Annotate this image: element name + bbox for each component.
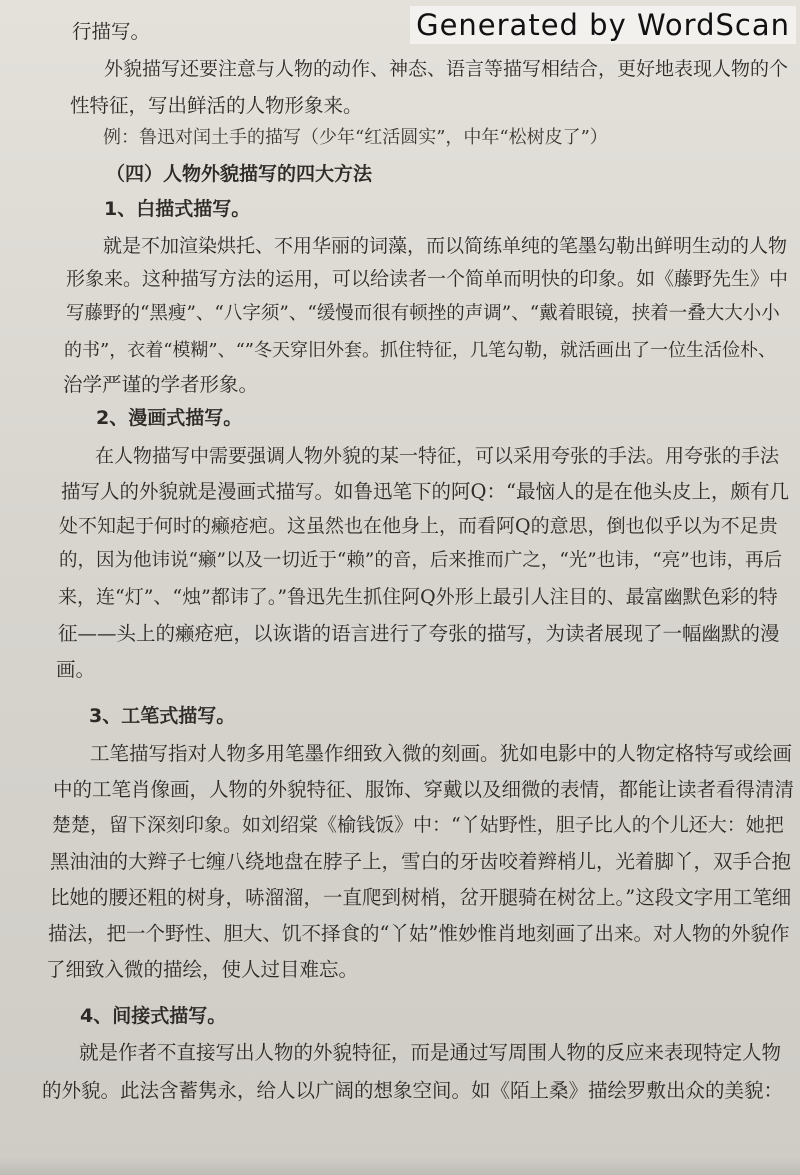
- text-line: 工笔描写指对人物多用笔墨作细致入微的刻画。犹如电影中的人物定格特写或绘画: [90, 742, 793, 765]
- subsection-heading: 4、间接式描写。: [80, 1005, 227, 1027]
- text-line: 在人物描写中需要强调人物外貌的某一特征，可以采用夸张的手法。用夸张的手法: [95, 445, 780, 467]
- text-line: 行描写。: [72, 20, 151, 43]
- text-line: 处不知起于何时的癞疮疤。这虽然也在他身上，而看阿Q的意思，倒也似乎以为不足贵: [59, 515, 778, 537]
- text-line: 性特征，写出鲜活的人物形象来。: [70, 94, 363, 117]
- text-line: 画。: [56, 658, 96, 681]
- page-bottom-shadow: [0, 1157, 800, 1175]
- text-line: 形象来。这种描写方法的运用，可以给读者一个简单而明快的印象。如《藤野先生》中: [66, 268, 789, 290]
- subsection-heading: 3、工笔式描写。: [89, 705, 236, 727]
- text-line: 的外貌。此法含蓄隽永，给人以广阔的想象空间。如《陌上桑》描绘罗敷出众的美貌：: [42, 1079, 784, 1102]
- text-line: 楚楚，留下深刻印象。如刘绍棠《榆钱饭》中：“丫姑野性，胆子比人的个儿还大：她把: [52, 814, 784, 836]
- text-line: 治学严谨的学者形象。: [63, 373, 259, 396]
- text-line: 来，连“灯”、“烛”都讳了。”鲁迅先生抓住阿Q外形上最引人注目的、最富幽默色彩的特: [58, 586, 778, 608]
- text-line: 征——头上的癞疮疤，以诙谐的语言进行了夸张的描写，为读者展现了一幅幽默的漫: [58, 622, 780, 645]
- text-line: 写藤野的“黑瘦”、“八字须”、“缓慢而很有顿挫的声调”、“戴着眼镜，挟着一叠大大小小: [66, 303, 780, 324]
- text-line: 黑油油的大辫子七缠八绕地盘在脖子上，雪白的牙齿咬着辫梢儿，光着脚丫，双手合抱: [50, 850, 792, 873]
- watermark: Generated by WordScan: [410, 6, 796, 44]
- text-line: 描法，把一个野性、胆大、饥不择食的“丫姑”惟妙惟肖地刻画了出来。对人物的外貌作: [48, 922, 790, 945]
- text-line: 外貌描写还要注意与人物的动作、神态、语言等描写相结合，更好地表现人物的个: [104, 58, 789, 80]
- section-heading: （四）人物外貌描写的四大方法: [106, 163, 373, 185]
- text-line: 就是作者不直接写出人物的外貌特征，而是通过写周围人物的反应来表现特定人物: [79, 1041, 782, 1064]
- text-line: 的，因为他讳说“癞”以及一切近于“赖”的音，后来推而广之，“光”也讳，“亮”也讳，再后: [59, 550, 783, 571]
- text-line: 就是不加渲染烘托、不用华丽的词藻，而以简练单纯的笔墨勾勒出鲜明生动的人物: [103, 235, 788, 257]
- text-line: 的书”，衣着“模糊”、“”冬天穿旧外套。抓住特征，几笔勾勒，就活画出了一位生活俭朴、: [64, 340, 777, 361]
- text-line: 比她的腰还粗的树身，哧溜溜，一直爬到树梢，岔开腿骑在树岔上。”这段文字用工笔细: [50, 886, 792, 909]
- text-line: 中的工笔肖像画，人物的外貌特征、服饰、穿戴以及细微的表情，都能让读者看得清清: [53, 778, 795, 801]
- subsection-heading: 2、漫画式描写。: [96, 407, 243, 429]
- text-line: 了细致入微的描绘，使人过目难忘。: [46, 958, 359, 981]
- example-line: 例：鲁迅对闰土手的描写（少年“红活圆实”，中年“松树皮了”）: [103, 127, 608, 148]
- subsection-heading: 1、白描式描写。: [104, 198, 251, 220]
- text-line: 描写人的外貌就是漫画式描写。如鲁迅笔下的阿Q：“最恼人的是在他头皮上，颇有几: [61, 480, 789, 503]
